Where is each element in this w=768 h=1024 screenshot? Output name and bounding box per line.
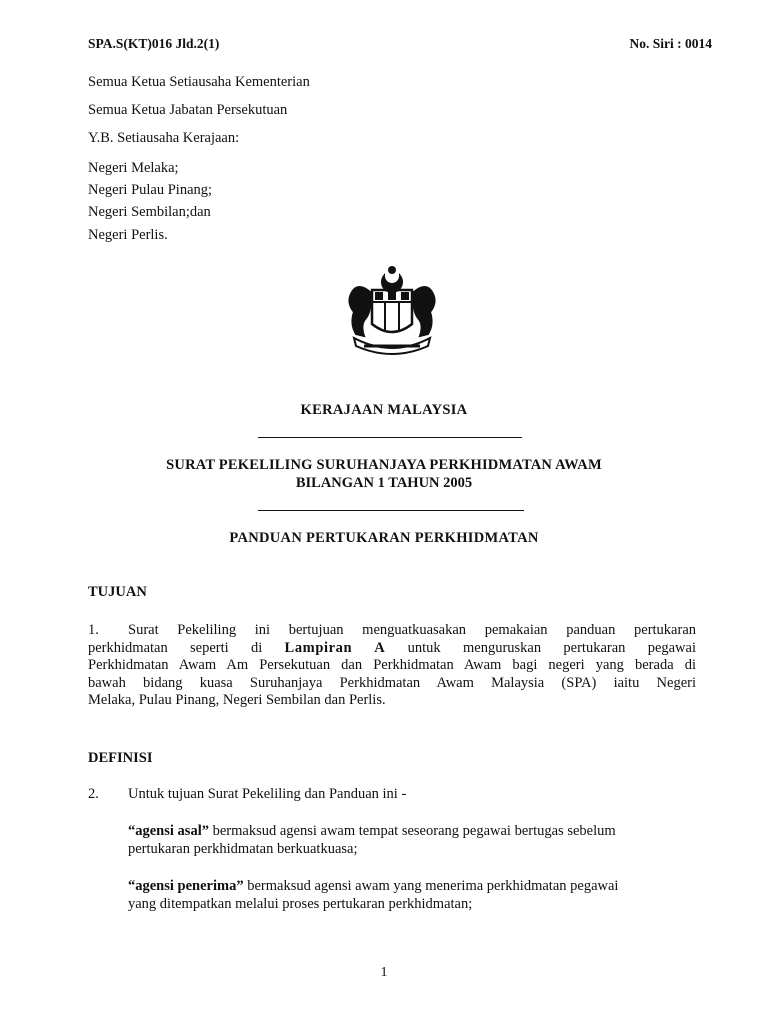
definition-text: pertukaran perkhidmatan berkuatkuasa;: [128, 840, 358, 857]
document-reference: SPA.S(KT)016 Jld.2(1): [88, 36, 220, 51]
recipient-line: Negeri Perlis.: [88, 227, 168, 243]
document-subject: PANDUAN PERTUKARAN PERKHIDMATAN: [229, 530, 539, 546]
serial-number: No. Siri : 0014: [629, 36, 712, 51]
page-number: 1: [380, 965, 388, 980]
paragraph-number: 1.: [88, 622, 99, 638]
section-heading-definisi: DEFINISI: [88, 750, 153, 766]
paragraph-line: [88, 640, 696, 658]
recipient-line: Negeri Pulau Pinang;: [88, 182, 213, 198]
paragraph-text: perkhidmatan seperti di: [88, 639, 285, 656]
paragraph-line: Melaka, Pulau Pinang, Negeri Sembilan dan Perlis.: [88, 692, 386, 708]
recipient-line: Y.B. Setiausaha Kerajaan:: [88, 130, 240, 146]
paragraph-text: untuk menguruskan pertukaran pegawai: [385, 639, 696, 656]
definition-agensi-asal: [128, 823, 696, 858]
circular-number: BILANGAN 1 TAHUN 2005: [295, 475, 473, 491]
paragraph-number: 2.: [88, 786, 99, 802]
appendix-reference: Lampiran A: [284, 639, 386, 656]
paragraph-line: Surat Pekeliling ini bertujuan menguatkuasakan pemakaian panduan pertukaran: [128, 622, 696, 638]
definition-text: bermaksud agensi awam yang menerima perkhidmatan pegawai: [243, 878, 619, 894]
section-heading-tujuan: TUJUAN: [88, 584, 147, 600]
paragraph-line: Perkhidmatan Awam Am Persekutuan dan Perkhidmatan Awam bagi negeri yang berada di: [88, 657, 696, 673]
definition-intro: Untuk tujuan Surat Pekeliling dan Panduan ini -: [128, 786, 407, 802]
paragraph-1: [88, 622, 696, 710]
recipient-line: Negeri Melaka;: [88, 160, 179, 176]
malaysia-coat-of-arms-icon: [336, 262, 448, 360]
title-divider: [258, 437, 522, 438]
definition-term: “agensi penerima”: [128, 878, 244, 894]
recipient-line: Semua Ketua Setiausaha Kementerian: [88, 74, 310, 90]
recipient-line: Negeri Sembilan;dan: [88, 204, 211, 220]
definition-term: “agensi asal”: [128, 823, 209, 839]
circular-title: SURAT PEKELILING SURUHANJAYA PERKHIDMATAN AWAM: [166, 457, 602, 473]
government-title: KERAJAAN MALAYSIA: [300, 402, 468, 418]
paragraph-line: bawah bidang kuasa Suruhanjaya Perkhidmatan Awam Malaysia (SPA) iaitu Negeri: [88, 674, 696, 691]
definition-agensi-penerima: [128, 878, 696, 913]
title-divider: [258, 510, 524, 511]
recipient-line: Semua Ketua Jabatan Persekutuan: [88, 102, 288, 118]
definition-text: yang ditempatkan melalui proses pertukaran perkhidmatan;: [128, 895, 473, 912]
definition-text: bermaksud agensi awam tempat seseorang pegawai bertugas sebelum: [208, 823, 616, 839]
